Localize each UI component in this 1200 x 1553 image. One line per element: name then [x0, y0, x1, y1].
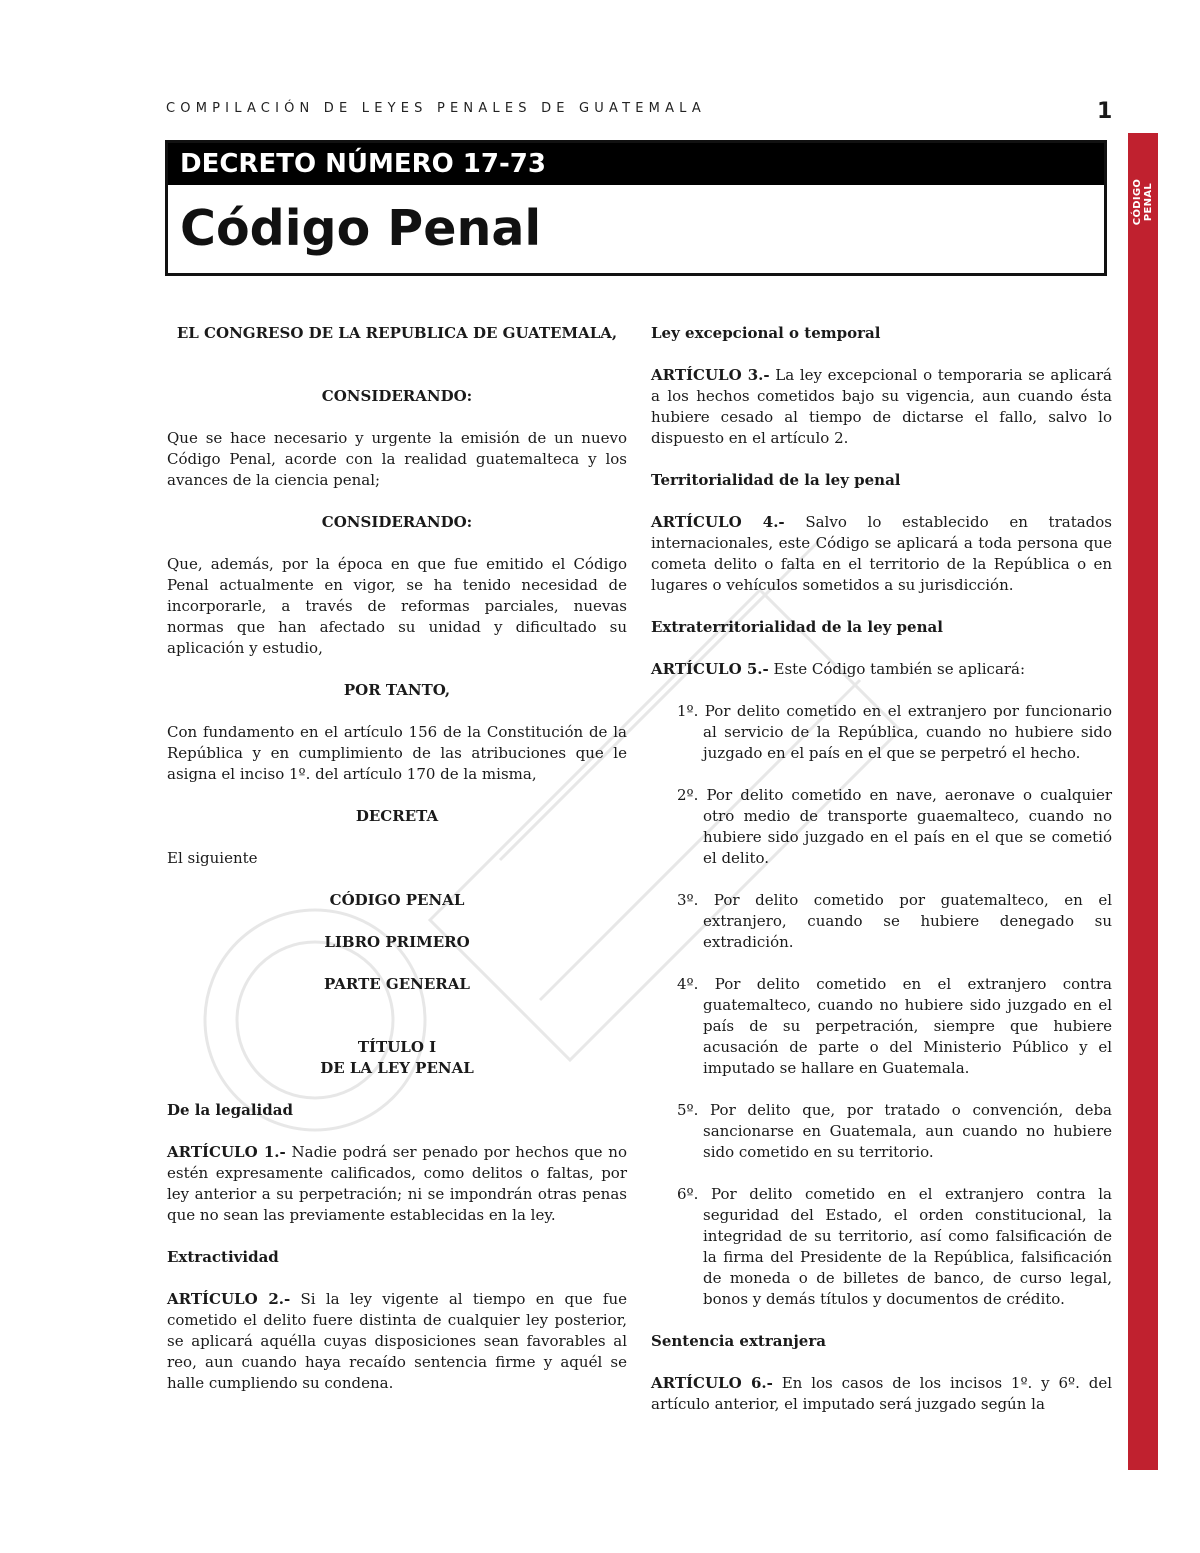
article-2: [167, 1289, 627, 1394]
titulo-subheading: DE LA LEY PENAL: [320, 1059, 474, 1077]
section-heading: Extraterritorialidad de la ley penal: [651, 618, 943, 636]
decreta-heading: DECRETA: [355, 807, 439, 825]
right-column: [651, 323, 1112, 1436]
article-6: [651, 1373, 1112, 1415]
por-tanto-heading: POR TANTO,: [343, 681, 451, 699]
list-item: 2º. Por delito cometido en nave, aeronave o cualquier otro medio de transporte guaemalteco, cuando no hubiere sido juzgado en el país en el que se cometió el delito.: [677, 786, 1112, 867]
codigo-penal-heading: CÓDIGO PENAL: [329, 891, 465, 909]
article-text: Este Código también se aplicará:: [768, 660, 1026, 678]
list-item: 4º. Por delito cometido en el extranjero contra guatemalteco, cuando no hubiere sido juzgado en el país de su perpetración, siempre que hubiere acusación de parte o del Ministerio Público y el imputado se hallare en Guatemala.: [677, 975, 1112, 1077]
list-item: 1º. Por delito cometido en el extranjero por funcionario al servicio de la República, cuando no hubiere sido juzgado en el país en el que se perpetró el hecho.: [677, 702, 1112, 762]
side-tab: [1128, 133, 1158, 1470]
congress-heading: EL CONGRESO DE LA REPUBLICA DE GUATEMALA,: [176, 324, 618, 342]
section-heading: Territorialidad de la ley penal: [651, 471, 901, 489]
running-header: COMPILACIÓN DE LEYES PENALES DE GUATEMALA: [166, 101, 706, 116]
page-number: 1: [1097, 99, 1113, 124]
section-heading: Sentencia extranjera: [651, 1332, 826, 1350]
side-tab-label: CÓDIGO PENAL: [1132, 178, 1154, 226]
spacer: [167, 365, 627, 386]
article-text: Salvo lo establecido en tratados internacionales, este Código se aplicará a toda persona que cometa delito o falta en el territorio de la República o en lugares o vehículos sometidos a su jurisdicción.: [651, 513, 1112, 594]
decree-number: DECRETO NÚMERO 17-73: [168, 143, 1104, 185]
article-4: [651, 512, 1112, 596]
article-text: Nadie podrá ser penado por hechos que no estén expresamente calificados, como delitos o faltas, por ley anterior a su perpetración; ni se impondrán otras penas que no sean las previamente establecidas en la ley.: [167, 1143, 627, 1224]
el-siguiente-text: El siguiente: [167, 849, 258, 867]
section-heading: De la legalidad: [167, 1101, 293, 1119]
section-heading: Extractividad: [167, 1248, 279, 1266]
titulo-heading: TÍTULO I: [357, 1038, 437, 1056]
article-5: [651, 659, 1112, 680]
list-item: 5º. Por delito que, por tratado o convención, deba sancionarse en Guatemala, aun cuando no hubiere sido cometido en su territorio.: [677, 1101, 1112, 1161]
parte-heading: PARTE GENERAL: [324, 975, 470, 993]
article-text: En los casos de los incisos 1º. y 6º. del artículo anterior, el imputado será juzgado según la: [651, 1374, 1112, 1413]
article-1: [167, 1142, 627, 1226]
article-text: Si la ley vigente al tiempo en que fue cometido el delito fuere distinta de cualquier ley posterior, se aplicará aquélla cuyas disposiciones sean favorables al reo, aun cuando haya recaído sentencia firme y aquél se halle cumpliendo su condena.: [167, 1290, 627, 1392]
list-item: 3º. Por delito cometido por guatemalteco, en el extranjero, cuando se hubiere denegado su extradición.: [677, 891, 1112, 951]
considerando-heading: CONSIDERANDO:: [321, 387, 473, 405]
left-column: [167, 323, 627, 1415]
document-title: Código Penal: [180, 200, 542, 257]
list-item: 6º. Por delito cometido en el extranjero contra la seguridad del Estado, el orden constitucional, la integridad de su territorio, así como falsificación de la firma del Presidente de la República, falsificación de moneda o de billetes de banco, de curso legal, bonos y demás títulos y documentos de crédito.: [677, 1185, 1112, 1308]
article-3: [651, 365, 1112, 449]
article-label: ARTÍCULO 5.-: [651, 660, 769, 678]
considerando-heading: CONSIDERANDO:: [321, 513, 473, 531]
considerando-text: Que, además, por la época en que fue emitido el Código Penal actualmente en vigor, se ha tenido necesidad de incorporarle, a través de reformas parciales, nuevas normas que han afectado su unidad y dificultado su aplicación y estudio,: [167, 555, 627, 657]
article-label: ARTÍCULO 4.-: [651, 513, 785, 531]
article-label: ARTÍCULO 1.-: [167, 1143, 286, 1161]
title-box: [165, 140, 1107, 276]
article-label: ARTÍCULO 2.-: [167, 1290, 291, 1308]
article-text: La ley excepcional o temporaria se aplicará a los hechos cometidos bajo su vigencia, aun cuando ésta hubiere cesado al tiempo de dictarse el fallo, salvo lo dispuesto en el artículo 2.: [651, 366, 1113, 447]
section-heading: Ley excepcional o temporal: [651, 324, 881, 342]
considerando-text: Que se hace necesario y urgente la emisión de un nuevo Código Penal, acorde con la realidad guatemalteca y los avances de la ciencia penal;: [167, 429, 627, 489]
libro-heading: LIBRO PRIMERO: [324, 933, 470, 951]
spacer: [167, 1016, 627, 1037]
fundamento-text: Con fundamento en el artículo 156 de la Constitución de la República y en cumplimiento de las atribuciones que le asigna el inciso 1º. del artículo 170 de la misma,: [167, 723, 627, 783]
article-label: ARTÍCULO 3.-: [651, 366, 770, 384]
article-label: ARTÍCULO 6.-: [651, 1374, 773, 1392]
